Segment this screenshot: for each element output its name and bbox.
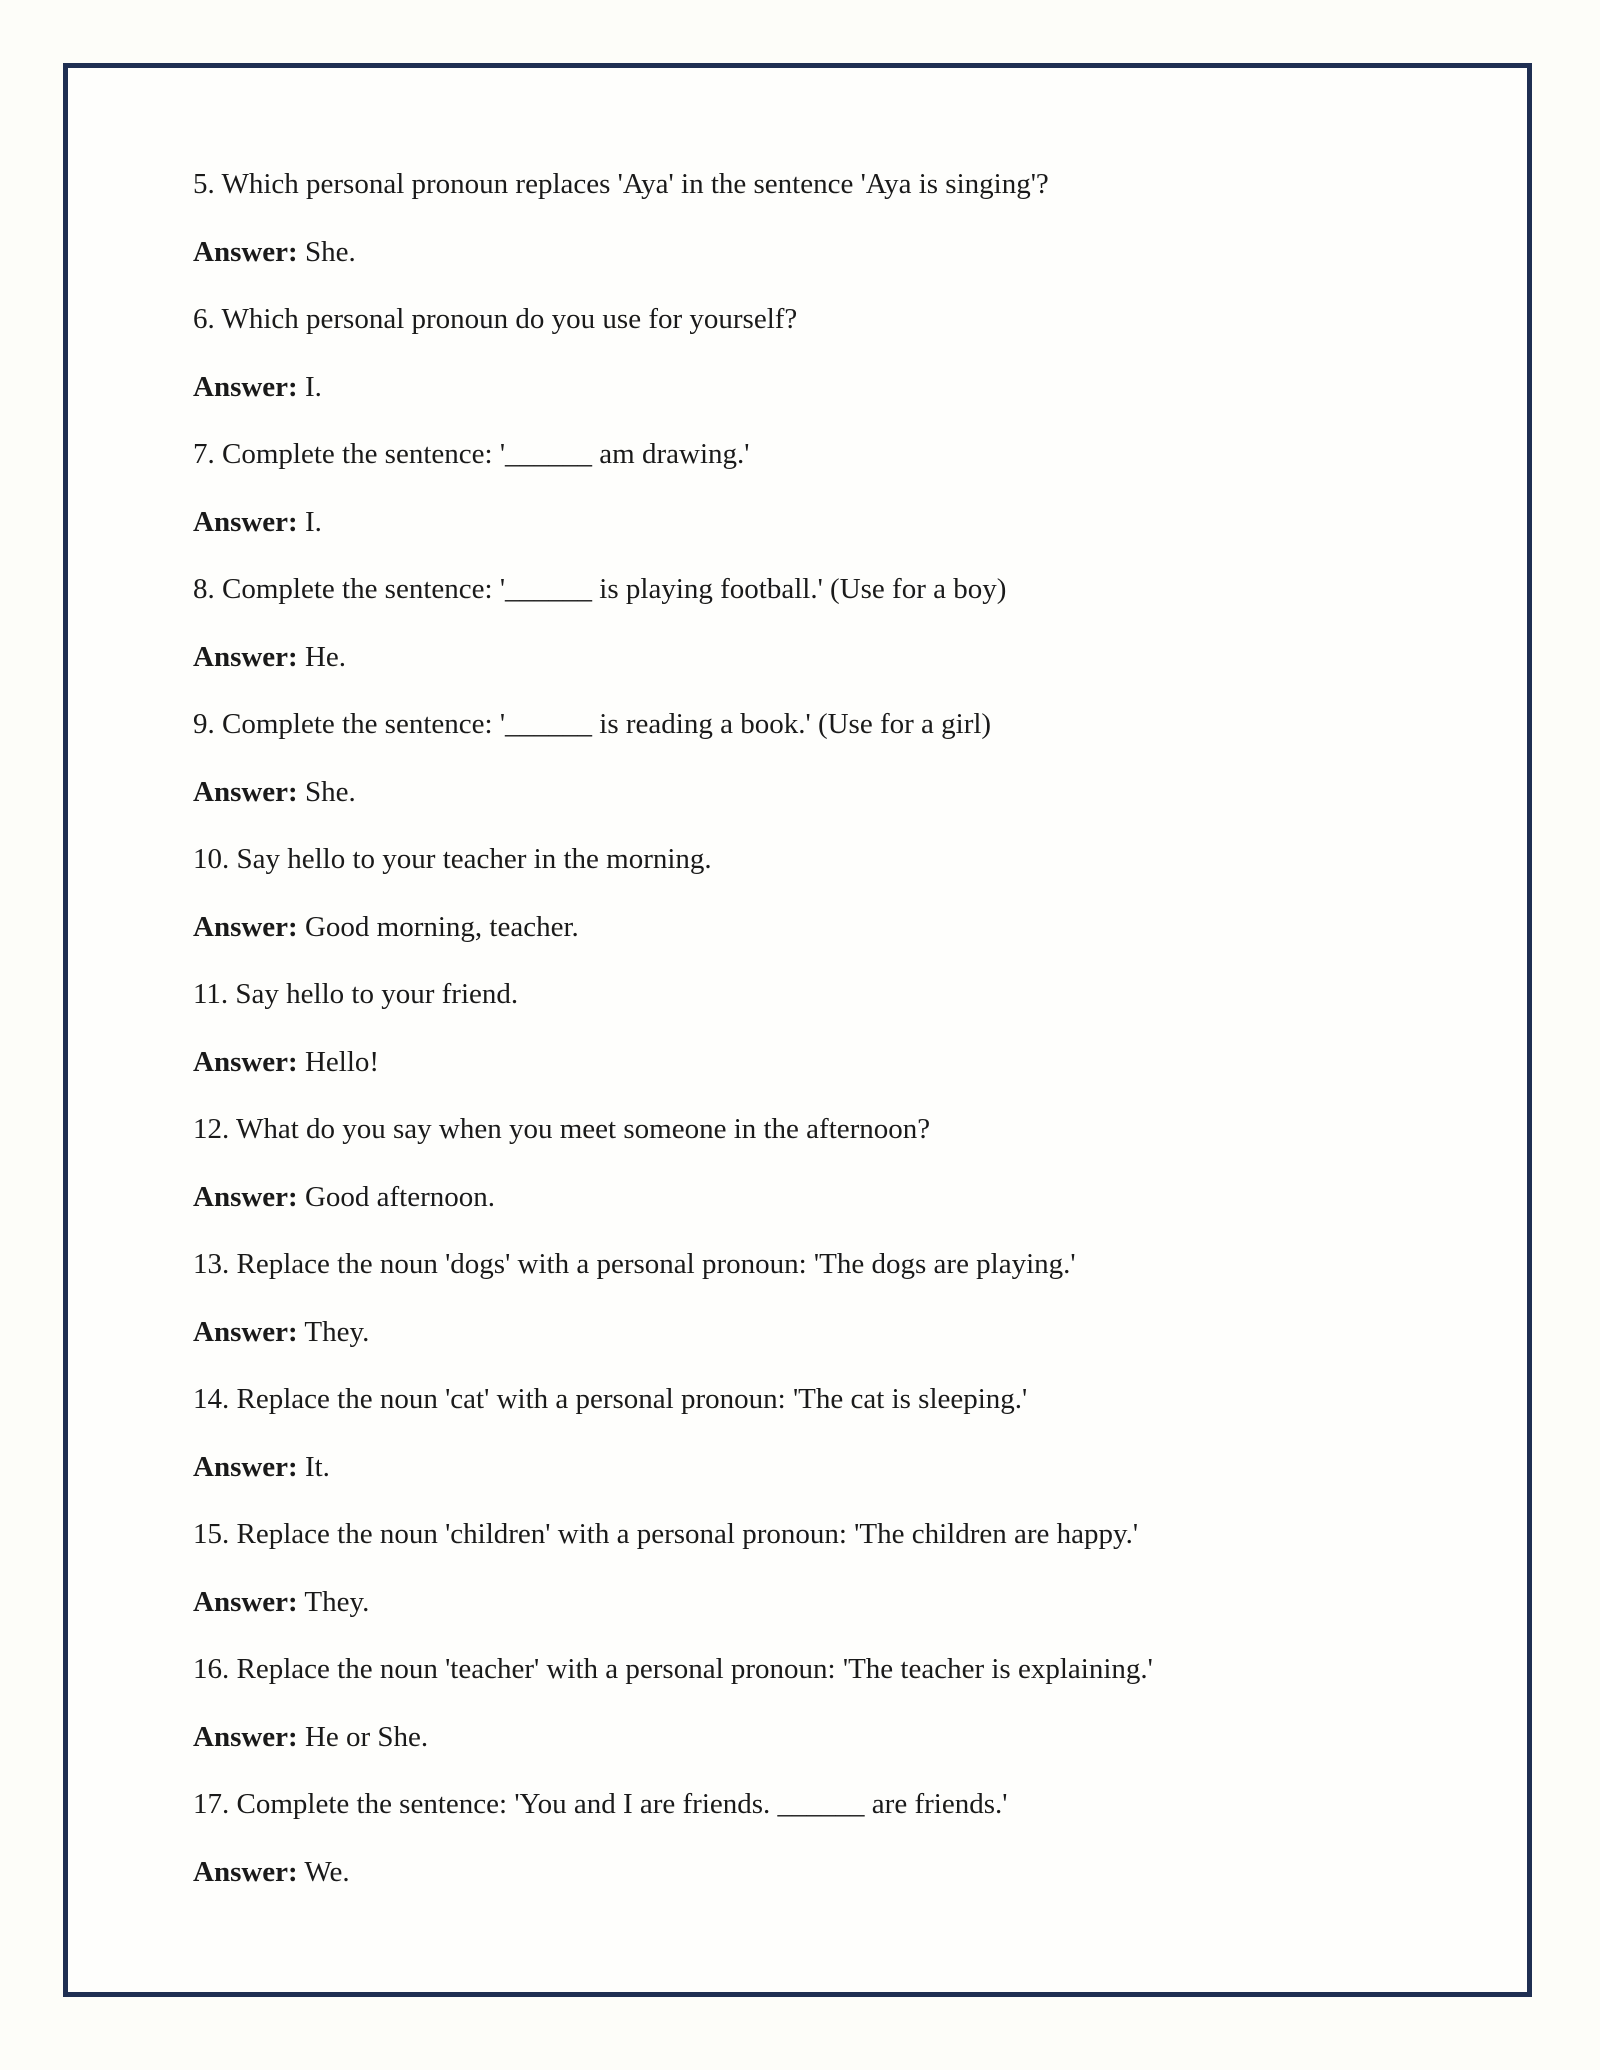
answer-text: They. xyxy=(297,1585,370,1618)
question-text: 5. Which personal pronoun replaces 'Aya' in the sentence 'Aya is singing'? xyxy=(193,168,1049,200)
answer-line xyxy=(193,894,1467,962)
answer-text: He. xyxy=(297,640,347,673)
question-text: 7. Complete the sentence: '______ am drawing.' xyxy=(193,438,750,470)
answer-label: Answer: xyxy=(193,1585,298,1618)
answer-label: Answer: xyxy=(193,1315,298,1348)
answer-label: Answer: xyxy=(193,910,298,943)
answer-label: Answer: xyxy=(193,1180,298,1213)
answer-line xyxy=(193,624,1467,692)
answer-text: He or She. xyxy=(297,1720,429,1753)
qa-item xyxy=(193,1231,1467,1366)
qa-item xyxy=(193,1771,1467,1906)
question-text: 15. Replace the noun 'children' with a personal pronoun: 'The children are happy.' xyxy=(193,1518,1139,1550)
answer-line xyxy=(193,1434,1467,1502)
question-text: 16. Replace the noun 'teacher' with a personal pronoun: 'The teacher is explaining.' xyxy=(193,1653,1153,1685)
answer-label: Answer: xyxy=(193,1855,298,1888)
answer-line xyxy=(193,1704,1467,1772)
answer-label: Answer: xyxy=(193,1450,298,1483)
answer-text: Good afternoon. xyxy=(297,1180,496,1213)
qa-item xyxy=(193,1366,1467,1501)
answer-text: Good morning, teacher. xyxy=(297,910,579,943)
answer-line xyxy=(193,759,1467,827)
question-text: 14. Replace the noun 'cat' with a personal pronoun: 'The cat is sleeping.' xyxy=(193,1383,1028,1415)
qa-item xyxy=(193,151,1467,286)
answer-label: Answer: xyxy=(193,1720,298,1753)
answer-text: It. xyxy=(297,1450,330,1483)
question-text: 10. Say hello to your teacher in the morning. xyxy=(193,843,712,875)
answer-label: Answer: xyxy=(193,775,298,808)
qa-item xyxy=(193,1501,1467,1636)
question-text: 17. Complete the sentence: 'You and I are friends. ______ are friends.' xyxy=(193,1788,1008,1820)
qa-item xyxy=(193,1096,1467,1231)
answer-line xyxy=(193,1839,1467,1907)
answer-text: I. xyxy=(297,505,322,538)
qa-item xyxy=(193,1636,1467,1771)
answer-label: Answer: xyxy=(193,1045,298,1078)
answer-line xyxy=(193,489,1467,557)
answer-text: I. xyxy=(297,370,322,403)
answer-line xyxy=(193,1029,1467,1097)
answer-label: Answer: xyxy=(193,235,298,268)
answer-text: They. xyxy=(297,1315,370,1348)
answer-label: Answer: xyxy=(193,640,298,673)
answer-line xyxy=(193,1569,1467,1637)
answer-text: She. xyxy=(297,235,356,268)
answer-line xyxy=(193,219,1467,287)
qa-item xyxy=(193,691,1467,826)
page-border xyxy=(63,63,1532,1997)
question-answer-list xyxy=(193,151,1467,1906)
answer-line xyxy=(193,1164,1467,1232)
answer-line xyxy=(193,354,1467,422)
answer-text: We. xyxy=(297,1855,350,1888)
answer-text: Hello! xyxy=(297,1045,380,1078)
question-text: 11. Say hello to your friend. xyxy=(193,978,519,1010)
qa-item xyxy=(193,556,1467,691)
question-text: 12. What do you say when you meet someone in the afternoon? xyxy=(193,1113,931,1145)
answer-line xyxy=(193,1299,1467,1367)
qa-item xyxy=(193,961,1467,1096)
answer-text: She. xyxy=(297,775,356,808)
qa-item xyxy=(193,421,1467,556)
answer-label: Answer: xyxy=(193,370,298,403)
answer-label: Answer: xyxy=(193,505,298,538)
question-text: 13. Replace the noun 'dogs' with a personal pronoun: 'The dogs are playing.' xyxy=(193,1248,1076,1280)
qa-item xyxy=(193,826,1467,961)
question-text: 8. Complete the sentence: '______ is playing football.' (Use for a boy) xyxy=(193,573,1007,605)
question-text: 9. Complete the sentence: '______ is reading a book.' (Use for a girl) xyxy=(193,708,992,740)
question-text: 6. Which personal pronoun do you use for yourself? xyxy=(193,303,798,335)
qa-item xyxy=(193,286,1467,421)
